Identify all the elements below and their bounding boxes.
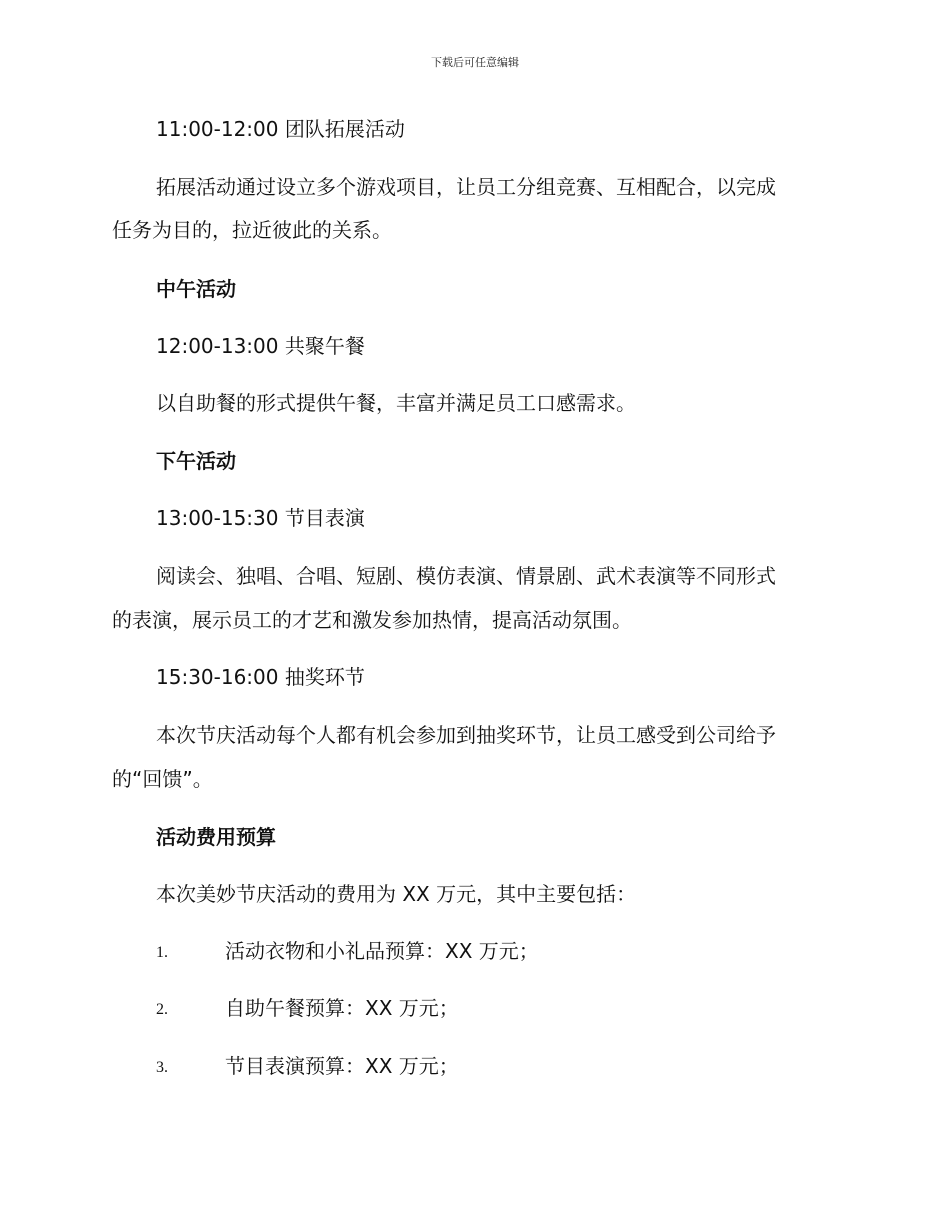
morning-desc-line1: 拓展活动通过设立多个游戏项目，让员工分组竞赛、互相配合，以完成	[156, 175, 776, 199]
noon-time: 12:00-13:00 共聚午餐	[156, 334, 365, 358]
lottery-desc-line2: 的“回馈”。	[112, 767, 213, 791]
show-time: 13:00-15:30 节目表演	[156, 506, 365, 530]
lottery-time: 15:30-16:00 抽奖环节	[156, 665, 365, 689]
budget-intro: 本次美妙节庆活动的费用为 XX 万元，其中主要包括：	[156, 882, 637, 906]
list-number: 3.	[156, 1059, 168, 1076]
morning-time: 11:00-12:00 团队拓展活动	[156, 117, 405, 141]
lottery-desc-line1: 本次节庆活动每个人都有机会参加到抽奖环节，让员工感受到公司给予	[156, 723, 776, 747]
list-text: 活动衣物和小礼品预算：XX 万元；	[225, 939, 539, 963]
list-number: 2.	[156, 1001, 168, 1018]
afternoon-heading: 下午活动	[156, 449, 236, 473]
show-desc-line1: 阅读会、独唱、合唱、短剧、模仿表演、情景剧、武术表演等不同形式	[156, 564, 776, 588]
list-text: 节目表演预算：XX 万元；	[225, 1054, 459, 1078]
show-desc-line2: 的表演，展示员工的才艺和激发参加热情，提高活动氛围。	[112, 608, 632, 632]
noon-desc: 以自助餐的形式提供午餐，丰富并满足员工口感需求。	[156, 391, 636, 415]
budget-heading: 活动费用预算	[156, 825, 276, 849]
page-header: 下载后可任意编辑	[431, 56, 519, 69]
morning-desc-line2: 任务为目的，拉近彼此的关系。	[112, 218, 392, 242]
list-text: 自助午餐预算：XX 万元；	[225, 996, 459, 1020]
list-number: 1.	[156, 944, 168, 961]
noon-heading: 中午活动	[156, 277, 236, 301]
